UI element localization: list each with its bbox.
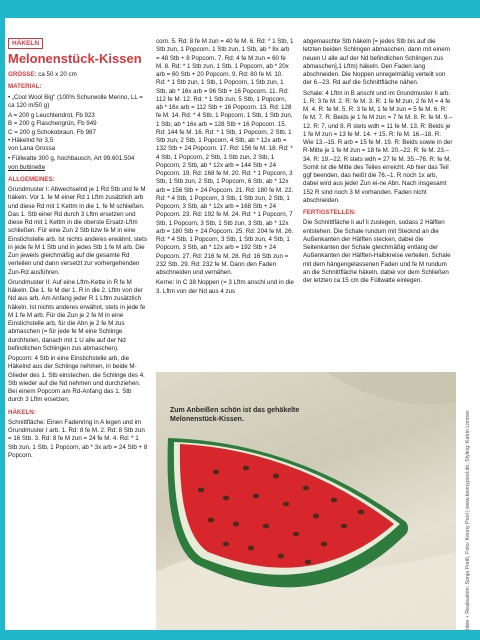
seed-noppe bbox=[248, 546, 254, 551]
seed-noppe bbox=[273, 474, 279, 479]
crochet-heading: HÄKELN: bbox=[8, 408, 36, 416]
column-2 bbox=[156, 38, 294, 298]
seed-noppe bbox=[321, 542, 327, 547]
seed-noppe bbox=[278, 554, 284, 559]
general-paragraph: Grundmuster I: Abwechselnd je 1 Rd Stb und fe M häkeln. Vor 1. fe M einer Rd 1 Lftm zusätzlich arb und diese Rd mit 1 Kettm in die 1. fe M schließen. Das 1. Stb einer Rd durch 3 Lftm ersetzen und diese Rd mit 1 Kettm in die oberste Ersatz-Lftm schließen. Für eine Zun 2 Stb bzw fe M in eine Einstichstelle arb. Ist nichts anderes erwähnt, stets in jede fe M 1 Stb und in jedes Stb 1 fe M arb. Die Zun jeweils gleichmäßig auf die gesamte Rd verteilen und dann versetzt zur vorhergehenden Zun-Rd ausführen. bbox=[8, 186, 147, 276]
seed-noppe bbox=[305, 560, 311, 565]
seed-noppe bbox=[233, 522, 239, 527]
photo-caption: Zum Anbeißen schön ist das gehäkelte Melonenstück-Kissen. bbox=[170, 407, 300, 423]
seed-noppe bbox=[283, 502, 289, 507]
material-item: von Lana Grossa bbox=[8, 145, 56, 152]
page-bottom-edge bbox=[0, 630, 480, 640]
page-title: Melonenstück-Kissen bbox=[8, 51, 142, 66]
column-1 bbox=[8, 38, 148, 462]
rind-instructions: Schale: 4 Lftm in B anschl und im Grundmuster II arb. 1. R: 3 fe M. 2. R: fe M. 3. R: 1 fe M zun, 2 fe M = 4 fe M. 4. R: fe M. 5. R: 3 fe M, 1 fe M zun = 5 fe M. 6. R: fe M. 7. R: Beids je 1 fe M zun = 7 fe M. 8. R: fe M. 9.–12. R: 7, und 8. R stets wdh = 11 fe M. 13. R: Beids je 1 fe M zun = 13 fe M. 14. + 15. R: fe M. 16.–18. R: Wie 13.–15. R arb = 15 fe M. 19. R: Beids sowie in der R-Mitte je 1 fe M zun = 18 fe M. 20.–22. R: fe M. 23.–34. R: 19.–22. R stets wdh = 27 fe M. 35.–76. R: fe M. Somit ist die Mitte des Teiles erreicht. Ab hier das Teil ggf beenden, das heißt die 76.–1. R noch 1x arb, dabei wird aus jeder Zun ei-ne Abn. Nach insgesamt 152 R sind noch 3 M vorhanden. Faden nicht abschneiden. bbox=[303, 89, 453, 204]
crochet-intro: Schnittfläche: Einen Fadenring in A legen und im Grundmuster I arb. 1. Rd: 8 fe M. 2. Rd: 8 Stb zun = 16 Stb. 3. Rd: 8 fe M zun = 24 fe M. 4. Rd: * 1 Stb zun, 1 Stb, 1 Popcorn, ab * 3x arb = 24 Stb + 8 Popcorn. bbox=[8, 418, 148, 459]
seed-noppe bbox=[313, 514, 319, 519]
finishing-text: Die Schnittfläche li auf li zuslegen, sodass 2 Hälften entstehen. Die Schale rundum mit Stecknd an die Außenkanten der Hälften stecken, dabei die Seitenkanten der Schale gleichmäßig entlang der Außenkanten der Hälften-Halbkreise verteilen. Schale mit dem hängengelassenen Faden und fe M rundum an die Schnittfläche häkeln, dabei vor dem Schließen der letzten ca 15 cm die Füllwatte einlegen. bbox=[303, 219, 451, 284]
crochet-rounds: corn. 5. Rd: 8 fe M zun = 40 fe M. 6. Rd: * 1 Stb, 1 Stb zun, 1 Popcorn, 1 Stb zun, 1 Stb, ab * 8x arb = 48 Stb + 8 Popcorn. 7. Rd: 4 fe M zun = 60 fe M. 8. Rd: * 1 Stb zun, 1 Stb, 1 Popcorn, ab * 20x arb = 60 Stb + 20 Popcorn. 9. Rd: 80 fe M. 10. Rd: * 1 Stb zun, 1 Stb, 1 Popcorn, 1 Stb zun, 1 Stb, ab * 16x arb = 96 Stb + 16 Popcorn. 11. Rd: 112 fe M. 12. Rd: * 1 Stb zun, 5 Stb, 1 Popcorn, ab * 16x arb = 112 Stb + 16 Popcorn. 13. Rd: 128 fe M. 14. Rd: * 4 Stb, 1 Popcorn, 1 Stb, 1 Stb zun, 1 Stb, ab * 16x arb = 128 Stb + 16 Popcorn. 15. Rd: 144 fe M. 16. Rd: * 1 Stb, 1 Popcorn, 2 Stb, 1 Stb zun, 2 Stb, 1 Popcorn, 4 Stb, ab * 12x arb = 132 Stb + 24 Popcorn. 17. Rd: 156 fe M. 18. Rd: * 4 Stb, 1 Popcorn, 2 Stb, 1 Stb zun, 2 Stb, 1 Popcorn, 2 Stb, ab * 12x arb = 144 Stb + 24 Popcorn. 19. Rd: 168 fe M. 20. Rd: * 1 Popcorn, 3 Stb, 1 Stb zun, 2 Stb, 1 Popcorn, 6 Stb, ab * 12x arb = 156 Stb + 24 Popcorn. 21. Rd: 180 fe M. 22. Rd: * 4 Stb, 1 Popcorn, 3 Stb, 1 Stb zun, 2 Stb, 1 Popcorn, 3 Stb, ab * 12x arb = 168 Stb + 24 Popcorn. 23. Rd: 192 fe M. 24. Rd: * 1 Popcorn, 7 Stb, 1 Popcorn, 3 Stb, 1 Stb zun, 3 Stb, ab * 12x arb = 180 Stb + 24 Popcorn. 25. Rd: 204 fe M. 26. Rd: * 4 Stb, 1 Popcorn, 3 Stb, 1 Stb zun, 4 Stb, 1 Popcorn, 3 Stb, ab * 12x arb = 192 Stb + 24 Popcorn. 27. Rd: 216 fe M. 28. Rd: 16 Stb zun = 232 Stb. 29. Rd: 232 fe M. Dann den Faden abschneiden und vernähen. bbox=[156, 38, 294, 276]
size-label: GRÖSSE: bbox=[8, 71, 37, 78]
seed-noppe bbox=[198, 488, 204, 493]
column-3 bbox=[303, 38, 453, 287]
seed-noppe bbox=[223, 496, 229, 501]
size-value: ca 50 x 20 cm bbox=[36, 71, 77, 78]
page-left-edge bbox=[0, 0, 5, 640]
seed-noppe bbox=[331, 498, 337, 503]
finishing-heading: FERTIGSTELLEN: bbox=[303, 209, 356, 216]
size-line bbox=[8, 71, 148, 79]
seed-noppe bbox=[213, 470, 219, 475]
seed-noppe bbox=[358, 510, 364, 515]
photo-credit: Idee + Realisation: Sonja Preiß, Foto: Kenny Pool | www.kennypool.de, Styling: Katrin Limmer bbox=[465, 410, 471, 630]
material-item: C = 200 g Schokobraun, Fb 987 bbox=[8, 128, 96, 136]
page-top-edge bbox=[0, 0, 480, 18]
seed-noppe bbox=[341, 524, 347, 529]
seed-noppe bbox=[293, 532, 299, 537]
seed-noppe bbox=[208, 518, 214, 523]
material-item: • Füllwatte 300 g, hochbausch, Art 99.601.504 bbox=[8, 155, 135, 163]
material-item: • „Cool Wool Big" (100% Schurwolle Merino, LL = ca 120 m/50 g) bbox=[8, 93, 143, 109]
seed-noppe bbox=[253, 494, 259, 499]
section-tag: HÄKELN bbox=[8, 38, 43, 49]
seeds-continued: abgemaschte Stb häkeln [= jedes Stb bis auf die letzten beiden Schlingen abmaschen, dann mit einem neuen U alle auf der Nd befindlichen Schlingen zus abmaschen],1 Lftm) häkeln. Den Faden lang abschneiden. Die Noppen unregelmäßig verteilt von der 6.–23. Rd auf die Schnittfläche nähen. bbox=[303, 38, 450, 87]
seed-noppe bbox=[303, 486, 309, 491]
material-heading: MATERIAL: bbox=[8, 83, 42, 91]
seed-noppe bbox=[223, 542, 229, 547]
material-item: A = 200 g Leuchtendrot, Fb 923 bbox=[8, 112, 95, 119]
seed-noppe bbox=[243, 466, 249, 471]
material-item: B = 200 g Flaschengrün, Fb 949 bbox=[8, 120, 97, 128]
general-paragraph: Popcorn: 4 Stb in eine Einstichstelle arb, die Häkelnd aus der Schlinge nehmen, in beide M-Glieder des 1. Stb einstechen, die Schlinge des 4. Stb wieder auf die Nd nehmen und durchziehen. Bei einem Popcorn am Rd-Anfang das 1. Stb durch 3 Lftm ersetzen. bbox=[8, 355, 145, 404]
general-paragraph: Grundmuster II: Auf eine Lftm-Kette in R fe M häkeln. Die 1. fe M der 1. R in die 2. Lftm von der Nd aus arb. Am Anfang jeder R 1 Lftm zusätzlich häkeln. Ist nichts anderes erwähnt, stets in jede fe M 1 fe M arb. Für die Zun je 2 fe M in eine Einstichstelle arb, für die Abn je 2 fe M zus abmaschen (= für jede fe M eine Schlinge durchholen, danach mit 1 U alle auf der Nd befindlichen Schlingen zus abmaschen). bbox=[8, 278, 146, 352]
material-item: von buttinette bbox=[8, 163, 46, 171]
seeds-instructions: Kerne: In C 38 Noppen (= 3 Lftm anschl und in die 3. Lftm von der Nd aus 4 zus bbox=[156, 279, 294, 295]
general-heading: ALLGEMEINES: bbox=[8, 175, 55, 183]
material-item: • Häkelnd Nr 3,5 bbox=[8, 136, 54, 144]
seed-noppe bbox=[263, 524, 269, 529]
